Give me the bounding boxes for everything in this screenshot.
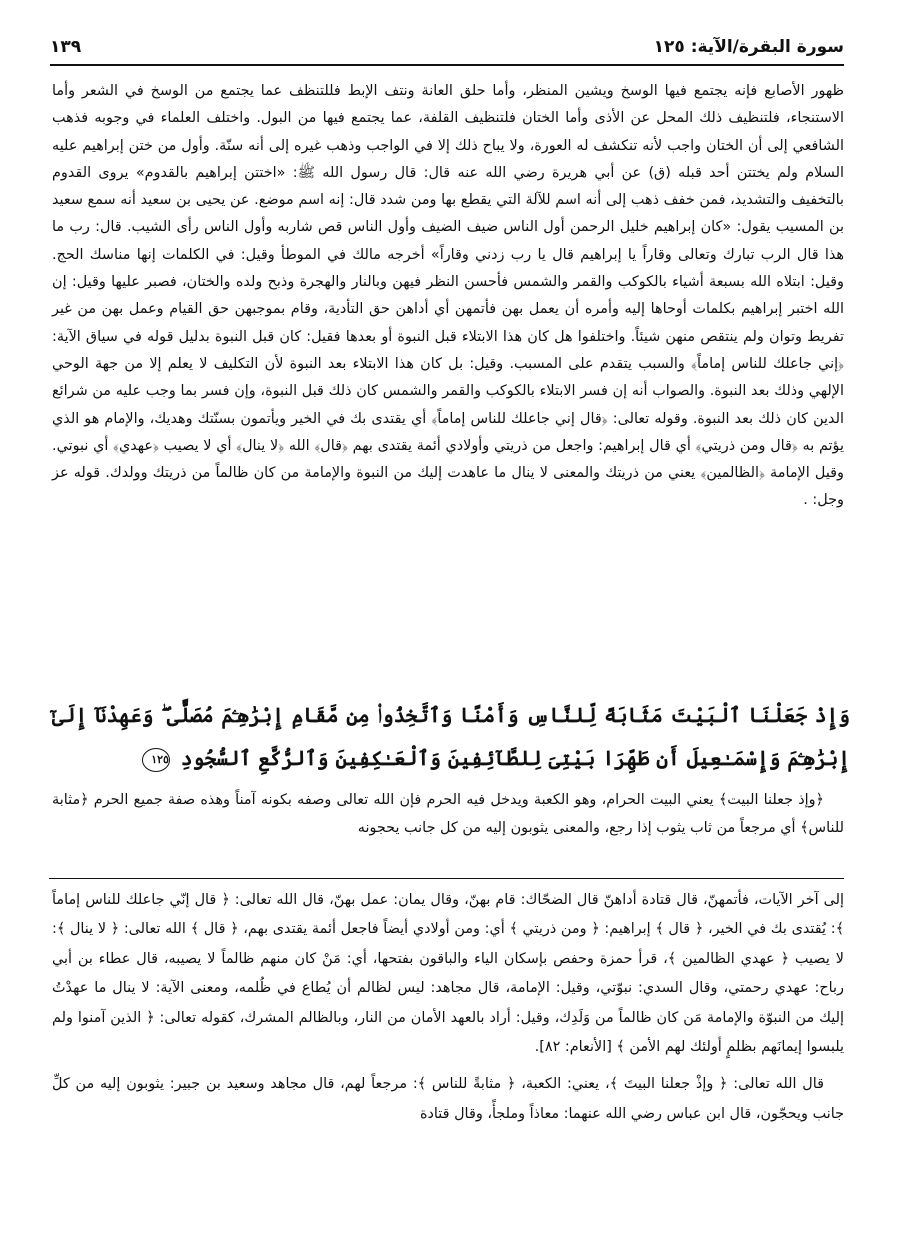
verse-commentary — [52, 786, 844, 842]
quran-verse-text: وَإِذْ جَعَلْنَا ٱلْبَيْتَ مَثَابَةً لِّلنَّاسِ وَأَمْنًا وَٱتَّخِذُوا۟ مِن مَّقَامِ إِبْرَٰهِـۧمَ مُصَلًّى ۖ وَعَهِدْنَآ إِلَىٰٓ إِبْرَٰهِـۧمَ وَإِسْمَـٰعِيلَ أَن طَهِّرَا بَيْتِىَ لِلطَّآئِفِينَ وَٱلْعَـٰكِفِينَ وَٱلرُّكَّعِ ٱلسُّجُودِ — [52, 703, 850, 770]
running-header — [50, 30, 844, 66]
footnote-paragraph: إلى آخر الآيات، فأتمهنّ، قال قتادة أداهنّ قال الضحّاك: قام بهنّ، وقال يمان: عمل بهنّ، قال الله تعالى: ﴿ قال إنّي جاعلك للناس إماماً ﴾: يُقتدى بك في الخير، ﴿ قال ﴾ إبراهيم: ﴿ ومن ذريتي ﴾ أي: ومن أولادي أيضاً فاجعل أئمة يقتدى بهم، ﴿ قال ﴾ الله تعالى: ﴿ لا ينال ﴾: لا يصيب ﴿ عهدي الظالمين ﴾، قرأ حمزة وحفص بإسكان الياء والباقون بفتحها، أي: مَنْ كان منهم ظالماً لا يصيبه، قال عطاء بن أبي رباح: عهدي رحمتي، وقال السدي: نبوّتي، وقيل: الإمامة، قال مجاهد: ليس لظالم أن يُطاع في ظُلمه، ومعنى الآية: لا ينال ما عهدْتُ إليك من النبوّة والإمامة مَن كان ظالماً من وَلَدِك، وقيل: أراد بالعهد الأمان من النار، وبالظالم المشرك، كقوله تعالى: ﴿ الذين آمنوا ولم يلبسوا إيمانَهم بظلمٍ أولئك لهم الأمن ﴾ [الأنعام: ٨٢]. — [52, 892, 844, 1056]
commentary-main-text — [52, 78, 844, 515]
quran-verse-block — [52, 694, 850, 780]
footnote-divider — [49, 878, 844, 879]
ayah-number-marker: ١٢٥ — [142, 748, 170, 772]
verse-commentary-paragraph: ﴿وإذ جعلنا البيت﴾ يعني البيت الحرام، وهو الكعبة ويدخل فيه الحرم فإن الله تعالى وصفه بكونه آمناً وهذه صفة جميع الحرم ﴿مثابة للناس﴾ أي مرجعاً من ثاب يثوب إذا رجع، والمعنى يثوبون إليه من كل جانب يحجونه — [52, 792, 844, 836]
footnote-section — [52, 886, 844, 1129]
commentary-paragraph: ظهور الأصابع فإنه يجتمع فيها الوسخ ويشين المنظر، وأما حلق العانة ونتف الإبط فللتنظف عما يجتمع من الوسخ في الشعر وأما الاستنجاء، فلتنظيف ذلك المحل عن الأذى وأما الختان فلتنظيف القلفة، عما يجتمع فيها من البول. واختلف العلماء في وجوبه فذهب الشافعي إلى أن الختان واجب لأنه تنكشف له العورة، ولا يباح ذلك إلا في الواجب وذهب غيره إلى أنه سنّة. وأول من ختن إبراهيم عليه السلام ولم يختتن أحد قبله (ق) عن أبي هريرة رضي الله عنه قال: قال رسول الله ﷺ: «اختتن إبراهيم بالقدوم» يروى القدوم بالتخفيف والتشديد، فمن خفف ذهب إلى أنه اسم للآلة التي يقطع بها ومن شدد قال: إنه اسم موضع. عن يحيى بن سعيد أنه سمع سعيد بن المسيب يقول: «كان إبراهيم خليل الرحمن أول الناس ضيف الضيف وأول الناس قص شاربه وأول الناس رأى الشيب. قال: رب ما هذا قال الرب تبارك وتعالى وقاراً يا إبراهيم قال يا رب زدني وقاراً» أخرجه مالك في الموطأ وقيل: في الكلمات إنها مناسك الحج. وقيل: ابتلاه الله بسبعة أشياء بالكوكب والقمر والشمس فأحسن النظر فيهن وبالنار والهجرة وذبح ولده والختان، فصبر عليها وقيل: إن الله اختبر إبراهيم بكلمات أوحاها إليه وأمره أن يعمل بهن فأتمهن أي أداهن حق التأدية، وقام بموجبهن حق القيام وعمل بهن من غير تفريط وتوان ولم ينتقص منهن شيئاً. واختلفوا هل كان هذا الابتلاء قبل النبوة أو بعدها فقيل: كان قبل النبوة بدليل قوله في سياق الآية: ﴿إني جاعلك للناس إماماً﴾ والسبب يتقدم على المسبب. وقيل: بل كان هذا الابتلاء بعد النبوة لأن التكليف لا يعلم إلا من جهة الوحي الإلهي وذلك بعد النبوة. والصواب أنه إن فسر الابتلاء بالكوكب والقمر والشمس كان ذلك قبل النبوة، وإن فسر بما وجب عليه من شرائع الدين كان ذلك بعد النبوة. وقوله تعالى: ﴿قال إني جاعلك للناس إماماً﴾ أي يقتدى بك في الخير ويأتمون بسنّتك وهديك، والإمام هو الذي يؤتم به ﴿قال ومن ذريتي﴾ أي قال إبراهيم: واجعل من ذريتي وأولادي أئمة يقتدى بهم ﴿قال﴾ الله ﴿لا ينال﴾ أي لا يصيب ﴿عهدي﴾ أي نبوتي. وقيل الإمامة ﴿الظالمين﴾ يعني من ذريتك والمعنى لا ينال ما عاهدت إليك من النبوة والإمامة من كان ظالماً من ذريتك وولدك. قوله عز وجل: . — [52, 83, 844, 509]
page-number: ١٣٩ — [50, 37, 82, 57]
surah-ayah-title: سورة البقرة/الآية: ١٢٥ — [653, 37, 844, 57]
quran-verse — [52, 694, 850, 780]
footnote-paragraph: قال الله تعالى: ﴿ وإذْ جعلنا البيتَ ﴾، يعني: الكعبة، ﴿ مثابةً للناس ﴾: مرجعاً لهم، قال مجاهد وسعيد بن جبير: يثوبون إليه من كلِّ جانب ويحجّون، قال ابن عباس رضي الله عنهما: معاذاً وملجأً، وقال قتادة — [52, 1076, 844, 1122]
